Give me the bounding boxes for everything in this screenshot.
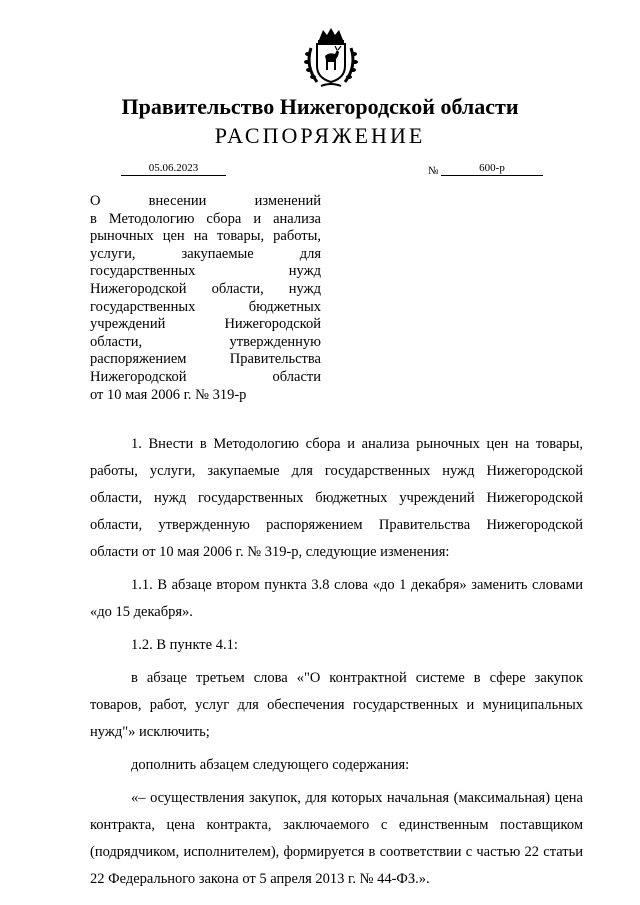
body-paragraph: 1.1. В абзаце втором пункта 3.8 слова «до 1 декабря» заменить словами «до 15 декабря». bbox=[90, 577, 583, 620]
subject-line: в Методологию сбора и анализа bbox=[90, 210, 321, 227]
subject-line: распоряжением Правительства bbox=[90, 351, 321, 368]
body-paragraph: 1. Внести в Методологию сбора и анализа рыночных цен на товары, работы, услуги, закупаемые для государственных нужд Нижегородской области, нужд государственных бюджетных учреждений Нижегородской области, утвержденную распоряжением Правительства Нижегородской области от 10 мая 2006 г. № 319-р, следующие изменения: bbox=[90, 436, 583, 560]
document-number: 600-р bbox=[441, 162, 543, 176]
subject-line: государственных бюджетных bbox=[90, 298, 321, 315]
subject-line: от 10 мая 2006 г. № 319-р bbox=[90, 386, 247, 403]
subject-line: рыночных цен на товары, работы, bbox=[90, 228, 321, 245]
subject-line: Нижегородской области bbox=[90, 368, 321, 385]
subject-line: услуги, закупаемые для bbox=[90, 245, 321, 262]
body-paragraph: в абзаце третьем слова «"О контрактной системе в сфере закупок товаров, работ, услуг для обеспечения государственных и муниципальных нужд"» исключить; bbox=[90, 670, 583, 740]
number-label: № bbox=[428, 165, 439, 177]
document-subject bbox=[90, 193, 321, 404]
body-paragraph: 1.2. В пункте 4.1: bbox=[131, 637, 238, 653]
document-body bbox=[90, 431, 583, 893]
body-paragraph: «– осуществления закупок, для которых начальная (максимальная) цена контракта, цена контракта, заключаемого с единственным поставщиком (подрядчиком, исполнителем), формируется в соответствии с частью 22 статьи 22 Федерального закона от 5 апреля 2013 г. № 44-ФЗ.». bbox=[90, 790, 583, 887]
body-paragraph: дополнить абзацем следующего содержания: bbox=[131, 757, 410, 773]
subject-line: О внесении изменений bbox=[90, 193, 321, 209]
organization-title: Правительство Нижегородской области bbox=[121, 94, 519, 119]
nizhny-novgorod-coat-of-arms-icon bbox=[301, 26, 361, 88]
document-type: РАСПОРЯЖЕНИЕ bbox=[214, 123, 426, 148]
subject-line: Нижегородской области, нужд bbox=[90, 280, 321, 297]
subject-line: области, утвержденную bbox=[90, 333, 321, 350]
subject-line: государственных нужд bbox=[90, 263, 321, 280]
subject-line: учреждений Нижегородской bbox=[90, 316, 321, 333]
document-date: 05.06.2023 bbox=[121, 162, 226, 176]
